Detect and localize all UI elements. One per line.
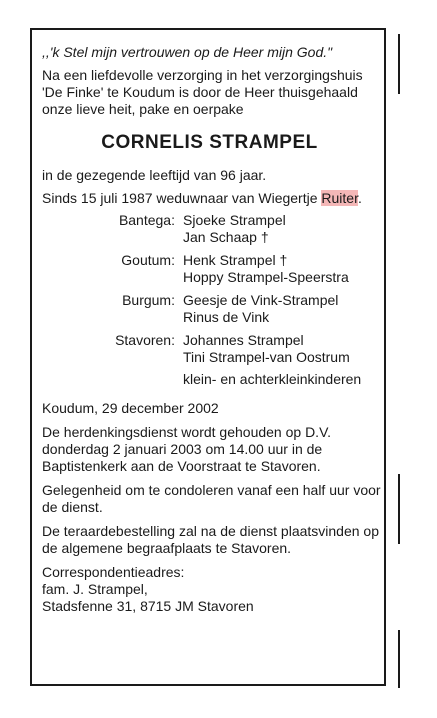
condolence-info: Gelegenheid om te condoleren vanaf een half uur voor de dienst. [42, 482, 381, 515]
relative-name: Rinus de Vink [183, 309, 270, 325]
scan-edge-line-middle [398, 474, 400, 544]
correspondence-line-1: fam. J. Strampel, [42, 581, 148, 597]
relative-group-goutum [97, 252, 387, 286]
widower-period: . [357, 190, 362, 206]
deceased-name: CORNELIS STRAMPEL [101, 132, 318, 153]
age-line: in de gezegende leeftijd van 96 jaar. [42, 167, 267, 183]
correspondence-label: Correspondentieadres: [42, 564, 185, 580]
correspondence-line-2: Stadsfenne 31, 8715 JM Stavoren [42, 598, 254, 614]
death-notice [42, 44, 387, 615]
scan-edge-line-bottom [398, 630, 400, 688]
relative-name: Sjoeke Strampel [183, 212, 286, 228]
highlighted-surname: Ruiter [321, 190, 358, 206]
intro-text: Na een liefdevolle verzorging in het verzorgingshuis 'De Finke' te Koudum is door de Heer thuisgehaald onze lieve heit, pake en oerpake [42, 67, 363, 117]
grandchildren-line: klein- en achterkleinkinderen [183, 371, 362, 387]
service-info: De herdenkingsdienst wordt gehouden op D.V. donderdag 2 januari 2003 om 14.00 uur in de Baptistenkerk aan de Voorstraat te Stavoren. [42, 424, 332, 474]
burial-info: De teraardebestelling zal na de dienst plaatsvinden op de algemene begraafplaats te Stavoren. [42, 523, 380, 556]
relative-name: Tini Strampel-van Oostrum [183, 349, 350, 365]
relative-place: Stavoren: [115, 332, 175, 348]
correspondence-address [42, 564, 387, 615]
relative-place: Goutum: [121, 252, 175, 268]
relative-group-burgum [97, 292, 387, 326]
widower-line [42, 190, 387, 207]
relative-name: Geesje de Vink-Strampel [183, 292, 339, 308]
relative-group-stavoren [97, 332, 387, 366]
relatives-list [97, 212, 387, 366]
relative-name: Hoppy Strampel-Speerstra [183, 269, 349, 285]
relative-place: Burgum: [122, 292, 175, 308]
relative-name: Jan Schaap † [183, 229, 269, 245]
place-date: Koudum, 29 december 2002 [42, 400, 219, 416]
relative-group-bantega [97, 212, 387, 246]
bible-quote: ,,'k Stel mijn vertrouwen op de Heer mijn God." [42, 44, 333, 60]
relative-place: Bantega: [118, 212, 175, 228]
widower-text: Sinds 15 juli 1987 weduwnaar van Wiegertje [42, 190, 322, 206]
relative-name: Johannes Strampel [183, 332, 304, 348]
relative-name: Henk Strampel † [183, 252, 288, 268]
scan-edge-line-top [398, 34, 400, 94]
